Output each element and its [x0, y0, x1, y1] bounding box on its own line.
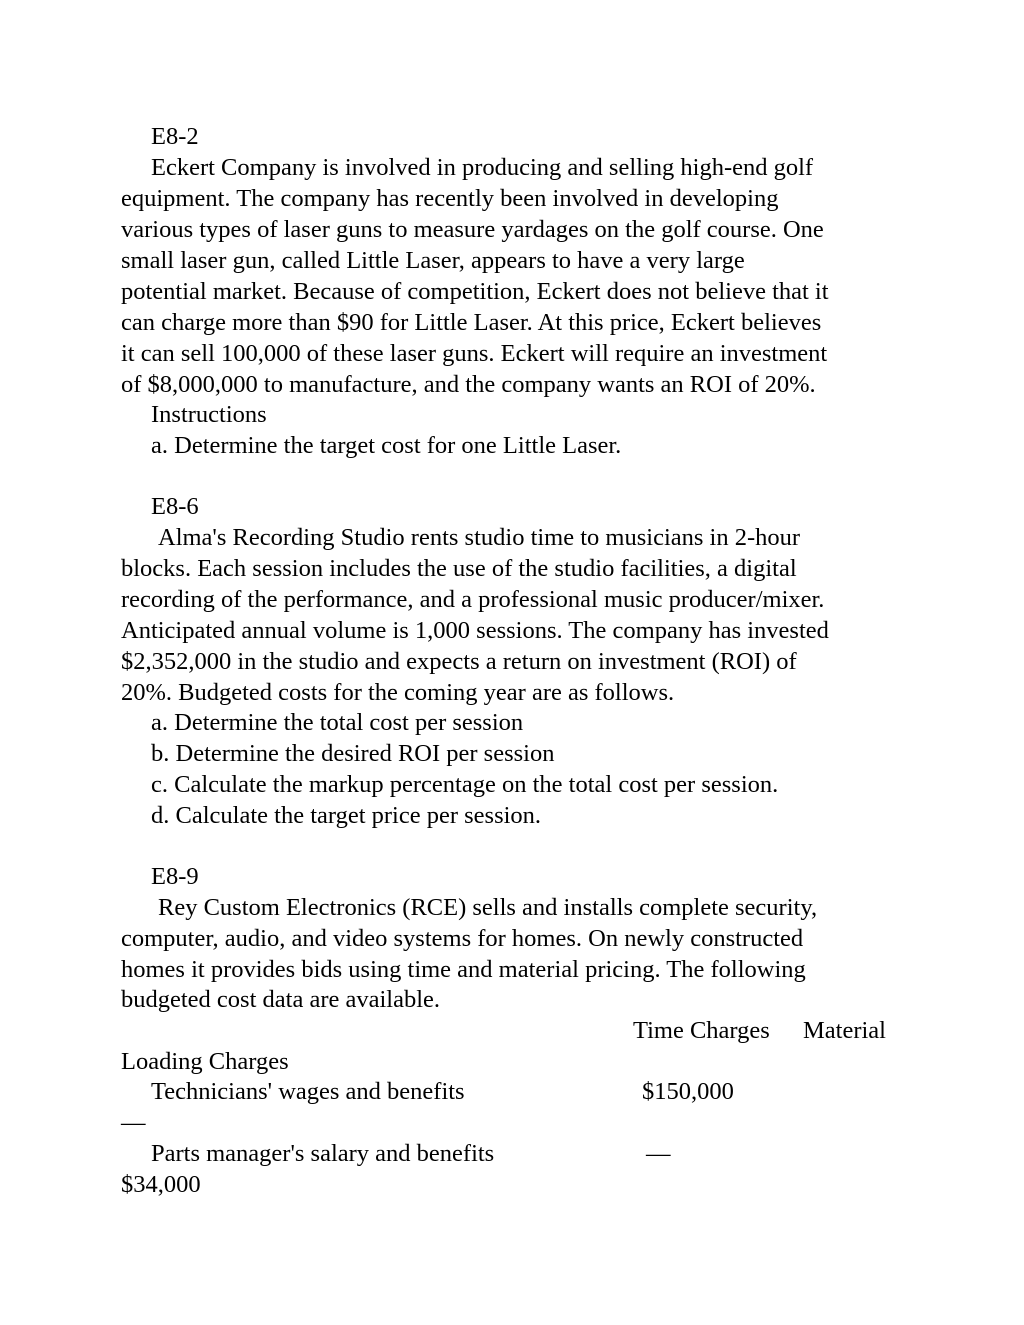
table-row-label: Parts manager's salary and benefits	[151, 1140, 495, 1167]
e8-6-question: b. Determine the desired ROI per session	[151, 740, 555, 767]
e8-6-paragraph-line: 20%. Budgeted costs for the coming year are as follows.	[121, 679, 675, 706]
table-cell-material: —	[121, 1109, 146, 1136]
table-header-time-charges: Time Charges	[633, 1017, 770, 1044]
e8-2-paragraph-line: small laser gun, called Little Laser, appears to have a very large	[121, 247, 745, 274]
e8-9-paragraph-line: budgeted cost data are available.	[121, 986, 441, 1013]
exercise-heading-e8-9: E8-9	[151, 863, 199, 890]
e8-9-paragraph-line: homes it provides bids using time and material pricing. The following	[121, 956, 806, 983]
e8-2-paragraph-line: can charge more than $90 for Little Laser. At this price, Eckert believes	[121, 309, 822, 336]
instructions-label: Instructions	[151, 401, 267, 428]
e8-2-paragraph-line: various types of laser guns to measure yardages on the golf course. One	[121, 216, 824, 243]
e8-2-paragraph-line: Eckert Company is involved in producing and selling high-end golf	[151, 154, 814, 181]
table-cell-time: $150,000	[642, 1078, 734, 1105]
e8-6-paragraph-line: $2,352,000 in the studio and expects a return on investment (ROI) of	[121, 648, 797, 675]
e8-6-question: c. Calculate the markup percentage on the total cost per session.	[151, 771, 779, 798]
table-cell-material: $34,000	[121, 1171, 201, 1198]
e8-6-paragraph-line: blocks. Each session includes the use of the studio facilities, a digital	[121, 555, 797, 582]
table-header-material-cont: Loading Charges	[121, 1048, 289, 1075]
exercise-heading-e8-6: E8-6	[151, 493, 199, 520]
e8-6-paragraph-line: Anticipated annual volume is 1,000 sessions. The company has invested	[121, 617, 829, 644]
e8-2-question: a. Determine the target cost for one Little Laser.	[151, 432, 622, 459]
e8-2-paragraph-line: of $8,000,000 to manufacture, and the company wants an ROI of 20%.	[121, 371, 816, 398]
e8-6-paragraph-line: Alma's Recording Studio rents studio time to musicians in 2-hour	[158, 524, 801, 551]
e8-2-paragraph-line: it can sell 100,000 of these laser guns. Eckert will require an investment	[121, 340, 828, 367]
e8-6-question: d. Calculate the target price per session.	[151, 802, 542, 829]
table-row-label: Technicians' wages and benefits	[151, 1078, 465, 1105]
e8-6-question: a. Determine the total cost per session	[151, 709, 524, 736]
e8-2-paragraph-line: equipment. The company has recently been involved in developing	[121, 185, 779, 212]
e8-6-paragraph-line: recording of the performance, and a professional music producer/mixer.	[121, 586, 825, 613]
e8-9-paragraph-line: computer, audio, and video systems for homes. On newly constructed	[121, 925, 804, 952]
table-cell-time: —	[646, 1140, 671, 1167]
e8-2-paragraph-line: potential market. Because of competition, Eckert does not believe that it	[121, 278, 829, 305]
table-header-material: Material	[803, 1017, 886, 1044]
exercise-heading-e8-2: E8-2	[151, 123, 199, 150]
e8-9-paragraph-line: Rey Custom Electronics (RCE) sells and installs complete security,	[158, 894, 818, 921]
